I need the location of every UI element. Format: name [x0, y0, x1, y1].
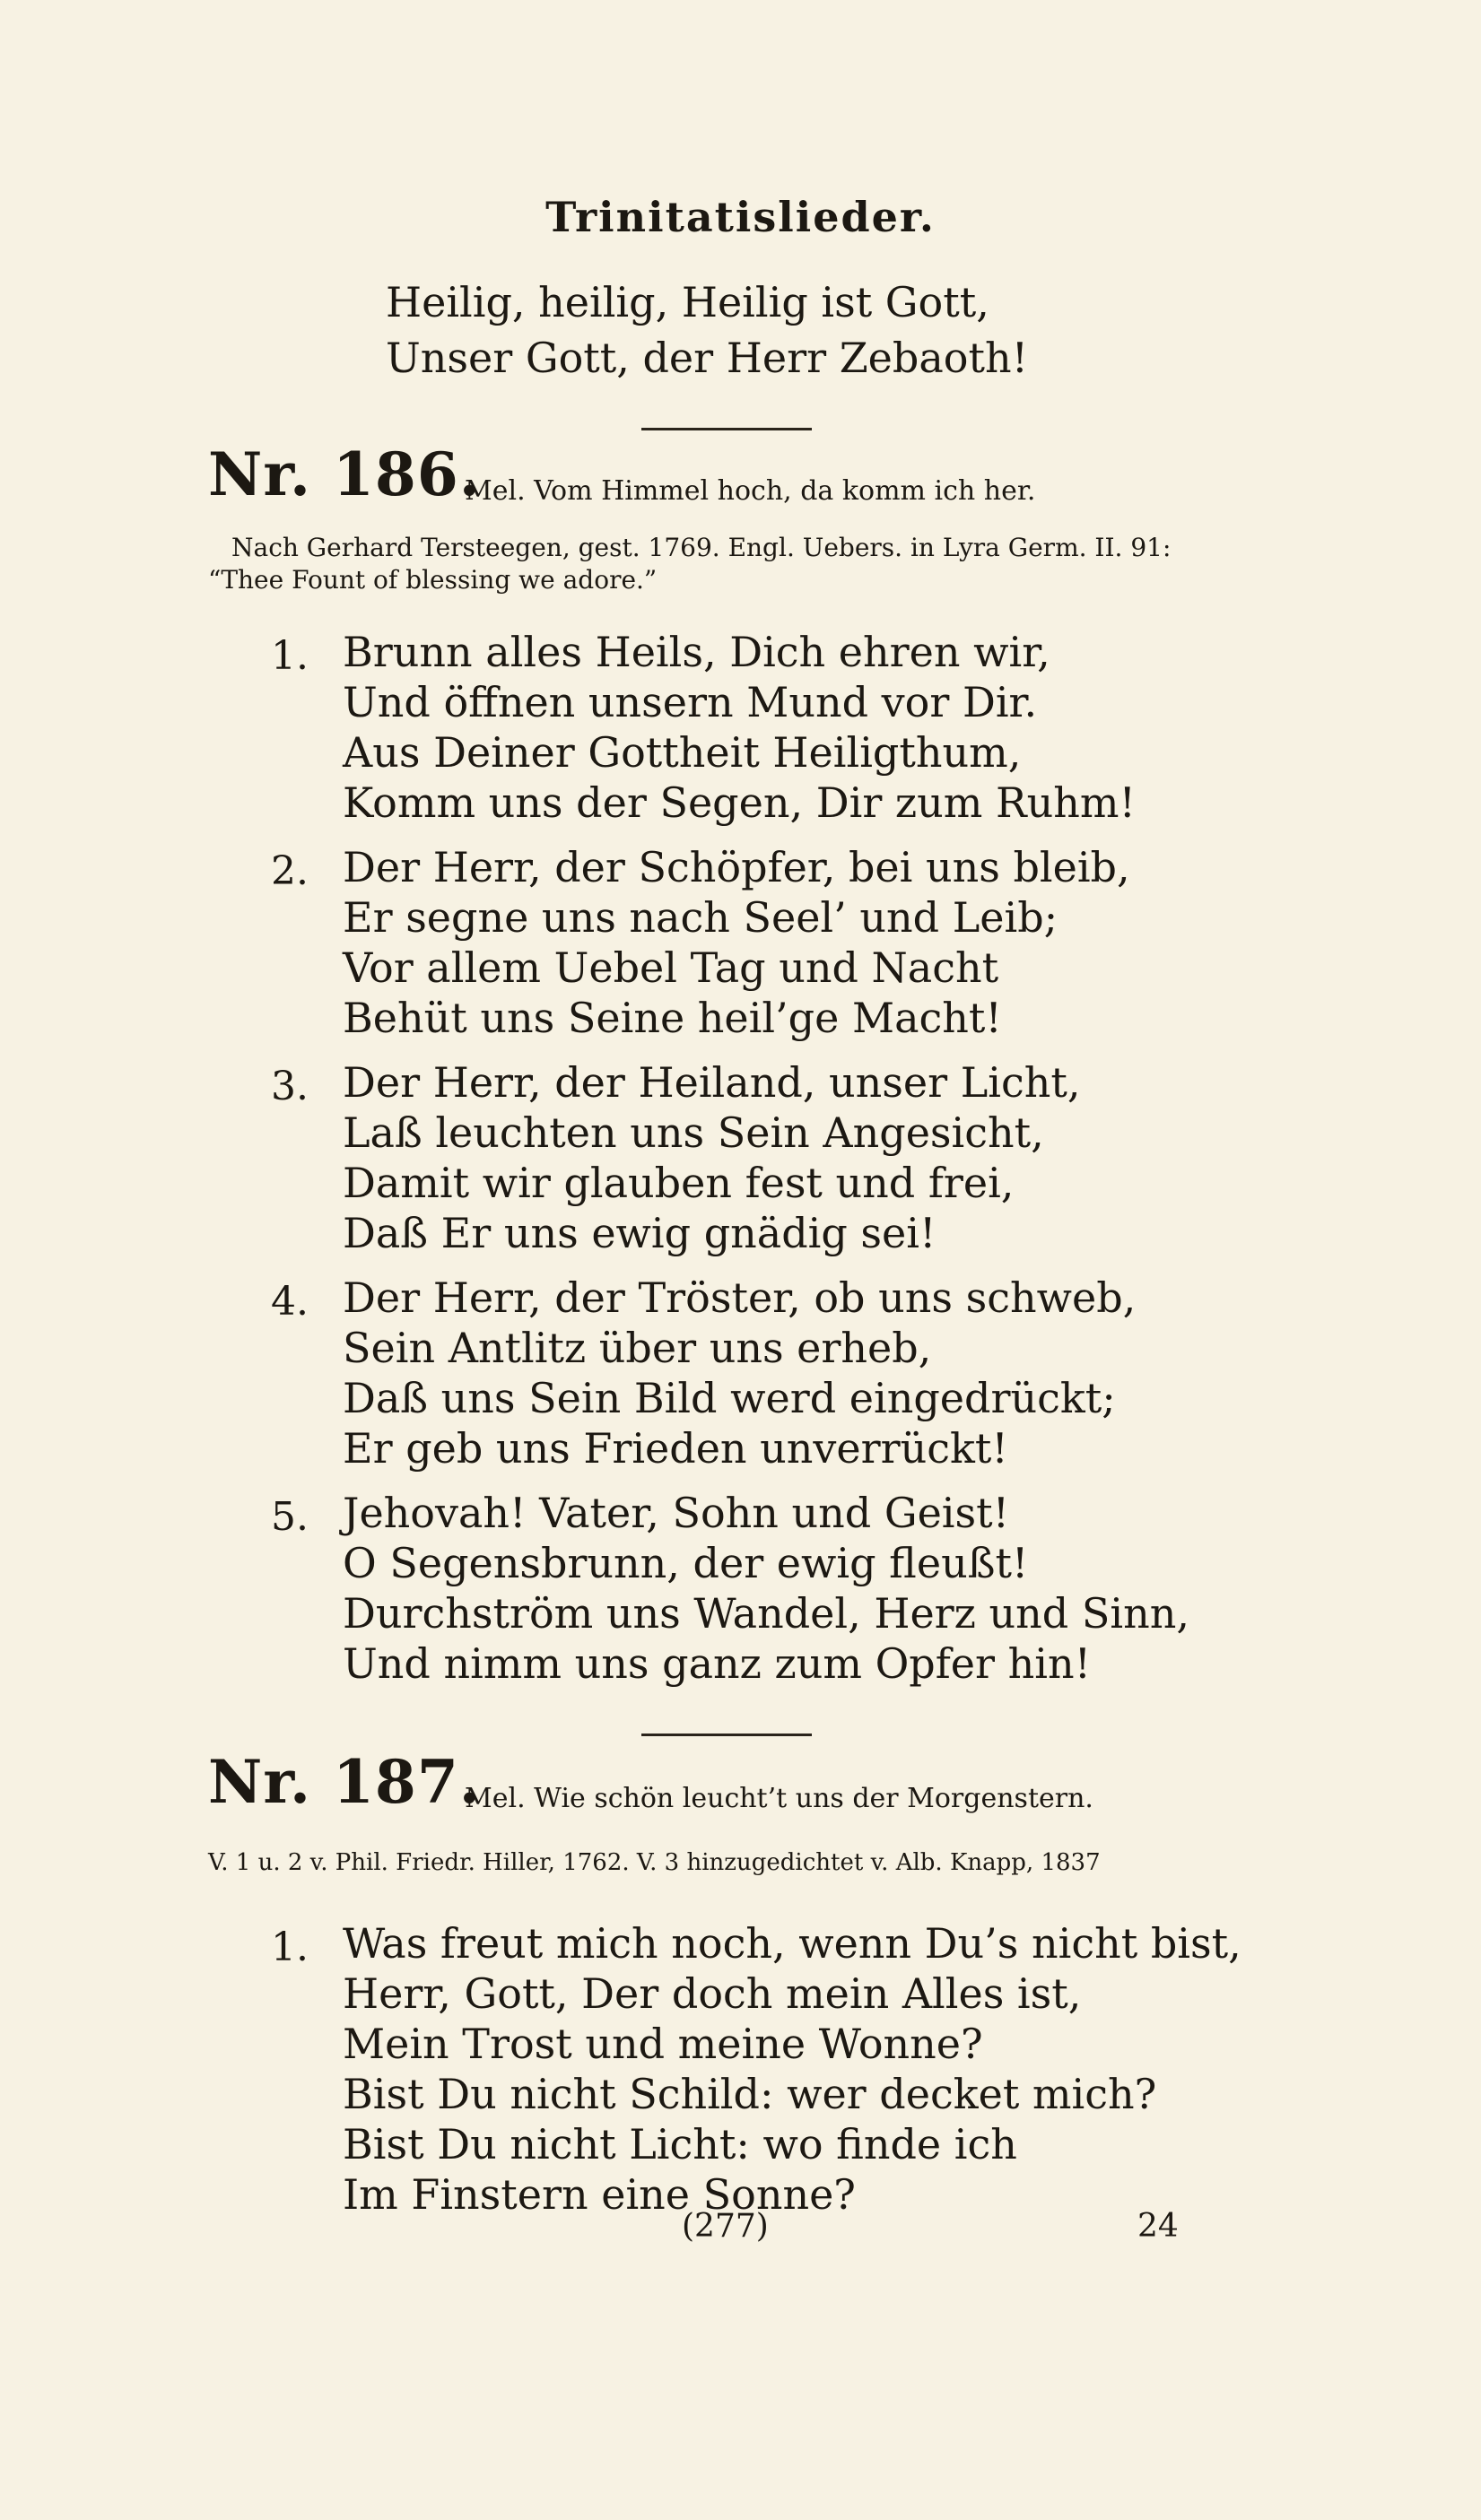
verse-line: Vor allem Uebel Tag und Nacht: [343, 943, 999, 992]
section-divider: [641, 428, 812, 430]
verse-line: Der Herr, der Schöpfer, bei uns bleib,: [343, 843, 1130, 891]
verse-line: Jehovah! Vater, Sohn und Geist!: [343, 1489, 1010, 1537]
verse-line: Behüt uns Seine heil’ge Macht!: [343, 994, 1002, 1042]
verse-line: Damit wir glauben fest und frei,: [343, 1159, 1015, 1207]
verse-line: Im Finstern eine Sonne?: [343, 2170, 856, 2219]
melody-reference: Mel. Wie schön leucht’t uns der Morgenstern.: [465, 1783, 1093, 1814]
verse-line: Herr, Gott, Der doch mein Alles ist,: [343, 1969, 1082, 2018]
hymn-number: Nr. 186.: [208, 439, 481, 509]
verse-number: 2.: [271, 848, 309, 894]
verse-line: Er geb uns Frieden unverrückt!: [343, 1424, 1008, 1473]
verse-line: Daß Er uns ewig gnädig sei!: [343, 1209, 937, 1257]
verse-line: Durchström uns Wandel, Herz und Sinn,: [343, 1589, 1189, 1638]
refrain-line: Heilig, heilig, Heilig ist Gott,: [386, 278, 989, 326]
running-header: Trinitatislieder.: [545, 193, 936, 241]
verse-line: Bist Du nicht Licht: wo finde ich: [343, 2120, 1017, 2168]
verse-line: Was freut mich noch, wenn Du’s nicht bist,: [343, 1919, 1241, 1968]
melody-reference: Mel. Vom Himmel hoch, da komm ich her.: [465, 475, 1036, 507]
verse-line: Sein Antlitz über uns erheb,: [343, 1324, 932, 1372]
hymn-number: Nr. 187.: [208, 1747, 481, 1817]
verse-line: Der Herr, der Heiland, unser Licht,: [343, 1058, 1081, 1107]
hymn-attribution: V. 1 u. 2 v. Phil. Friedr. Hiller, 1762. V. 3 hinzugedichtet v. Alb. Knapp, 1837: [208, 1849, 1101, 1876]
verse-line: Bist Du nicht Schild: wer decket mich?: [343, 2070, 1157, 2118]
verse-number: 1.: [271, 633, 309, 679]
verse-line: Laß leuchten uns Sein Angesicht,: [343, 1108, 1044, 1157]
english-first-line: “Thee Fount of blessing we adore.”: [208, 565, 658, 595]
verse-number: 3.: [271, 1064, 309, 1109]
verse-line: Komm uns der Segen, Dir zum Ruhm!: [343, 778, 1137, 827]
verse-line: Brunn alles Heils, Dich ehren wir,: [343, 628, 1050, 676]
verse-line: Daß uns Sein Bild werd eingedrückt;: [343, 1374, 1116, 1422]
verse-number: 5.: [271, 1494, 309, 1540]
verse-number: 4.: [271, 1279, 309, 1325]
verse-number: 1.: [271, 1925, 309, 1970]
hymn-attribution: Nach Gerhard Tersteegen, gest. 1769. Engl. Uebers. in Lyra Germ. II. 91:: [231, 533, 1172, 562]
page-number: (277): [682, 2208, 769, 2245]
verse-line: Und öffnen unsern Mund vor Dir.: [343, 678, 1038, 726]
refrain-line: Unser Gott, der Herr Zebaoth!: [386, 334, 1029, 382]
signature-mark: 24: [1137, 2208, 1179, 2245]
verse-line: O Segensbrunn, der ewig fleußt!: [343, 1539, 1029, 1587]
verse-line: Und nimm uns ganz zum Opfer hin!: [343, 1639, 1092, 1688]
verse-line: Aus Deiner Gottheit Heiligthum,: [343, 728, 1022, 777]
verse-line: Der Herr, der Tröster, ob uns schweb,: [343, 1273, 1137, 1322]
section-divider: [641, 1734, 812, 1736]
verse-line: Mein Trost und meine Wonne?: [343, 2020, 983, 2068]
verse-line: Er segne uns nach Seel’ und Leib;: [343, 893, 1058, 942]
